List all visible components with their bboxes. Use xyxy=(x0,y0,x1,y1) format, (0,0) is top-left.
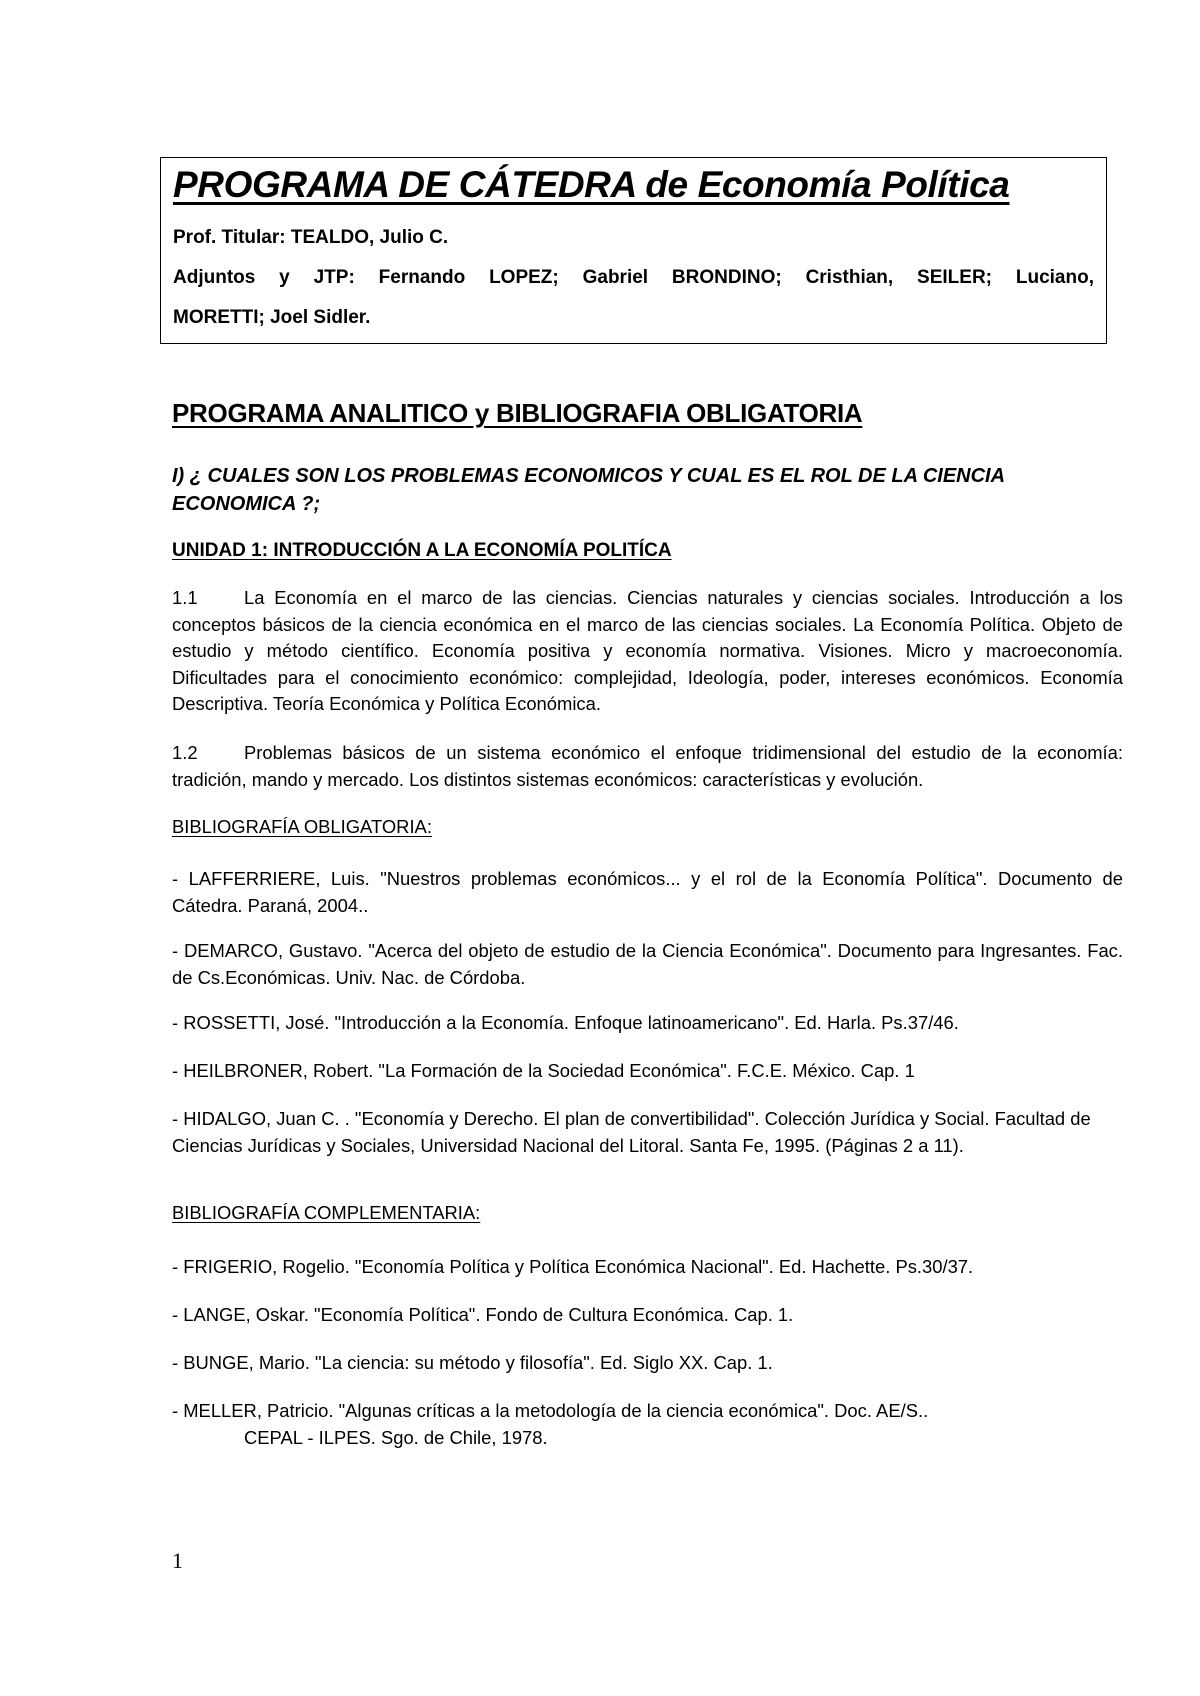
unit-item xyxy=(172,740,1123,793)
section-title: PROGRAMA ANALITICO y BIBLIOGRAFIA OBLIGATORIA xyxy=(172,398,863,428)
reference-text-continued: CEPAL - ILPES. Sgo. de Chile, 1978. xyxy=(244,1426,548,1448)
header-box xyxy=(160,157,1107,344)
reference-item: - BUNGE, Mario. "La ciencia: su método y filosofía". Ed. Siglo XX. Cap. 1. xyxy=(172,1352,773,1373)
reference-item xyxy=(172,1398,1123,1451)
titular-line: Prof. Titular: TEALDO, Julio C. xyxy=(173,227,449,248)
reference-item: - HIDALGO, Juan C. . "Economía y Derecho. El plan de convertibilidad". Colección Jurídica y Social. Facultad de Ciencias Jurídicas y Sociales, Universidad Nacional del Litoral. Santa Fe, 1995. (Páginas 2 a 11). xyxy=(172,1108,1091,1156)
item-number: 1.1 xyxy=(172,587,198,608)
guiding-question: I) ¿ CUALES SON LOS PROBLEMAS ECONOMICOS Y CUAL ES EL ROL DE LA CIENCIA ECONOMICA ?; xyxy=(172,465,1005,515)
reference-item: - LANGE, Oskar. "Economía Política". Fondo de Cultura Económica. Cap. 1. xyxy=(172,1304,794,1325)
reference-item: - DEMARCO, Gustavo. "Acerca del objeto de estudio de la Ciencia Económica". Documento para Ingresantes. Fac. de Cs.Económicas. Univ. Nac. de Córdoba. xyxy=(172,940,1123,988)
item-number: 1.2 xyxy=(172,742,198,763)
reference-text: - MELLER, Patricio. "Algunas críticas a la metodología de la ciencia económica". Doc. AE/S.. xyxy=(172,1400,929,1421)
reference-item: - FRIGERIO, Rogelio. "Economía Política y Política Económica Nacional". Ed. Hachette. Ps.30/37. xyxy=(172,1256,974,1277)
bibliography-required-heading: BIBLIOGRAFÍA OBLIGATORIA: xyxy=(172,816,432,837)
bibliography-complementary-heading: BIBLIOGRAFÍA COMPLEMENTARIA: xyxy=(172,1202,481,1223)
unit-title: UNIDAD 1: INTRODUCCIÓN A LA ECONOMÍA POLITÍCA xyxy=(172,540,672,561)
reference-item: - ROSSETTI, José. "Introducción a la Economía. Enfoque latinoamericano". Ed. Harla. Ps.37/46. xyxy=(172,1012,959,1033)
item-text: Problemas básicos de un sistema económico el enfoque tridimensional del estudio de la economía: tradición, mando y mercado. Los distintos sistemas económicos: características y evolución. xyxy=(172,742,1123,790)
adjuntos-line-continued: MORETTI; Joel Sidler. xyxy=(173,307,371,328)
item-text: La Economía en el marco de las ciencias. Ciencias naturales y ciencias sociales. Introducción a los conceptos básicos de la ciencia económica en el marco de las ciencias sociales. La Economía Política. Objeto de estudio y método científico. Economía positiva y economía normativa. Visiones. Micro y macroeconomía. Dificultades para el conocimiento económico: complejidad, Ideología, poder, intereses económicos. Economía Descriptiva. Teoría Económica y Política Económica. xyxy=(172,587,1123,714)
unit-item xyxy=(172,585,1123,718)
reference-item: - HEILBRONER, Robert. "La Formación de la Sociedad Económica". F.C.E. México. Cap. 1 xyxy=(172,1060,915,1081)
document-title: PROGRAMA DE CÁTEDRA de Economía Política xyxy=(173,164,1010,205)
adjuntos-line: Adjuntos y JTP: Fernando LOPEZ; Gabriel BRONDINO; Cristhian, SEILER; Luciano, xyxy=(173,267,1094,288)
reference-item: - LAFFERRIERE, Luis. "Nuestros problemas económicos... y el rol de la Economía Política". Documento de Cátedra. Paraná, 2004.. xyxy=(172,868,1123,916)
page-number: 1 xyxy=(172,1548,183,1573)
